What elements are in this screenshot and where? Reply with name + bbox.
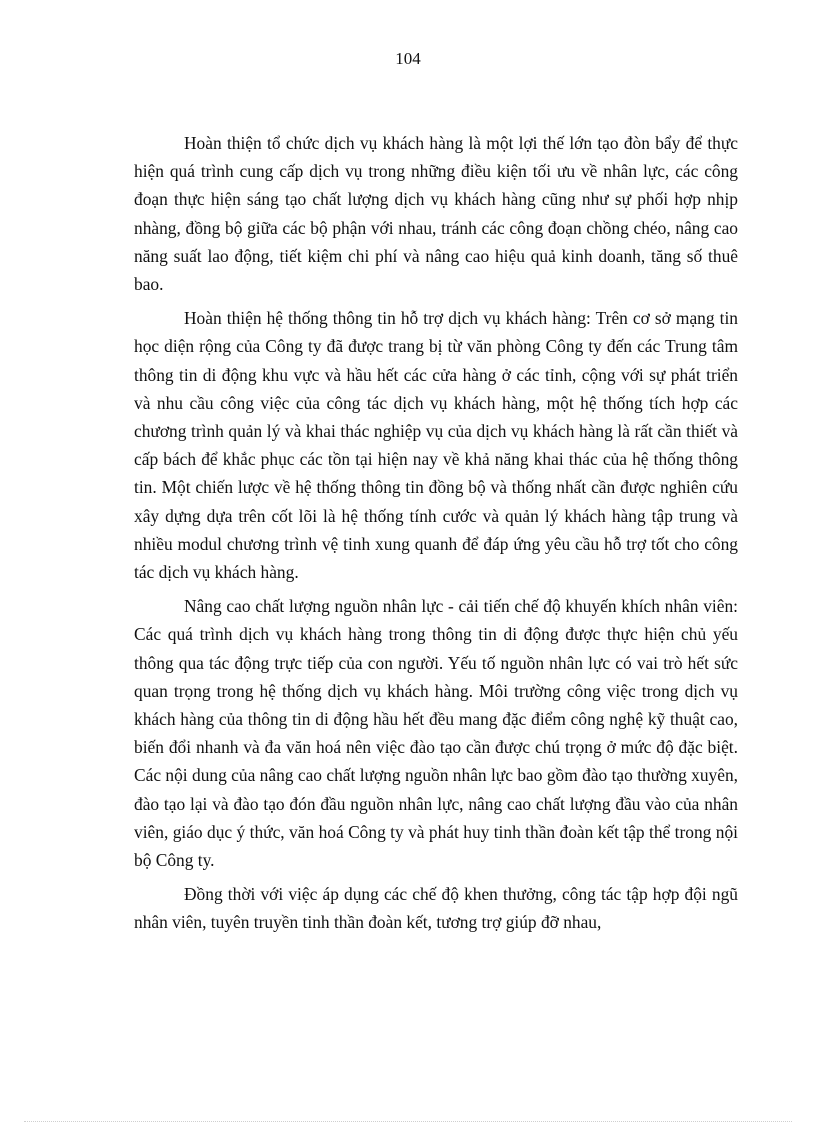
document-body [134, 129, 738, 943]
paragraph-customer-service-organization: Hoàn thiện tổ chức dịch vụ khách hàng là một lợi thế lớn tạo đòn bẩy để thực hiện quá trình cung cấp dịch vụ trong những điều kiện tối ưu về nhân lực, các công đoạn thực hiện sáng tạo chất lượng dịch vụ khách hàng cũng như sự phối hợp nhịp nhàng, đồng bộ giữa các bộ phận với nhau, tránh các công đoạn chồng chéo, nâng cao năng suất lao động, tiết kiệm chi phí và nâng cao hiệu quả kinh doanh, tăng số thuê bao. [134, 133, 738, 295]
paragraph-information-system: Hoàn thiện hệ thống thông tin hỗ trợ dịch vụ khách hàng: Trên cơ sở mạng tin học diện rộng của Công ty đã được trang bị từ văn phòng Công ty đến các Trung tâm thông tin di động khu vực và hầu hết các cửa hàng ở các tỉnh, cộng với sự phát triển và nhu cầu công việc của công tác dịch vụ khách hàng, một hệ thống tích hợp các chương trình quản lý và khai thác nghiệp vụ của dịch vụ khách hàng là rất cần thiết và cấp bách để khắc phục các tồn tại hiện nay về khả năng khai thác của hệ thống thông tin. Một chiến lược về hệ thống thông tin đồng bộ và thống nhất cần được nghiên cứu xây dựng dựa trên cốt lõi là hệ thống tính cước và quản lý khách hàng tập trung và nhiều modul chương trình vệ tinh xung quanh để đáp ứng yêu cầu hỗ trợ tốt cho công tác dịch vụ khách hàng. [134, 308, 738, 583]
page-bottom-divider [24, 1121, 792, 1122]
paragraph-reward-policy: Đồng thời với việc áp dụng các chế độ khen thưởng, công tác tập hợp đội ngũ nhân viên, tuyên truyền tinh thần đoàn kết, tương trợ giúp đỡ nhau, [134, 884, 738, 933]
page-number: 104 [395, 49, 421, 68]
paragraph-human-resources: Nâng cao chất lượng nguồn nhân lực - cải tiến chế độ khuyến khích nhân viên: Các quá trình dịch vụ khách hàng trong thông tin di động được thực hiện chủ yếu thông qua tác động trực tiếp của con người. Yếu tố nguồn nhân lực có vai trò hết sức quan trọng trong hệ thống dịch vụ khách hàng. Môi trường công việc trong dịch vụ khách hàng của thông tin di động hầu hết đều mang đặc điểm công nghệ kỹ thuật cao, biến đổi nhanh và đa văn hoá nên việc đào tạo cần được chú trọng ở mức độ đặc biệt. Các nội dung của nâng cao chất lượng nguồn nhân lực bao gồm đào tạo thường xuyên, đào tạo lại và đào tạo đón đầu nguồn nhân lực, nâng cao chất lượng đầu vào của nhân viên, giáo dục ý thức, văn hoá Công ty và phát huy tinh thần đoàn kết tập thể trong nội bộ Công ty. [134, 596, 738, 871]
